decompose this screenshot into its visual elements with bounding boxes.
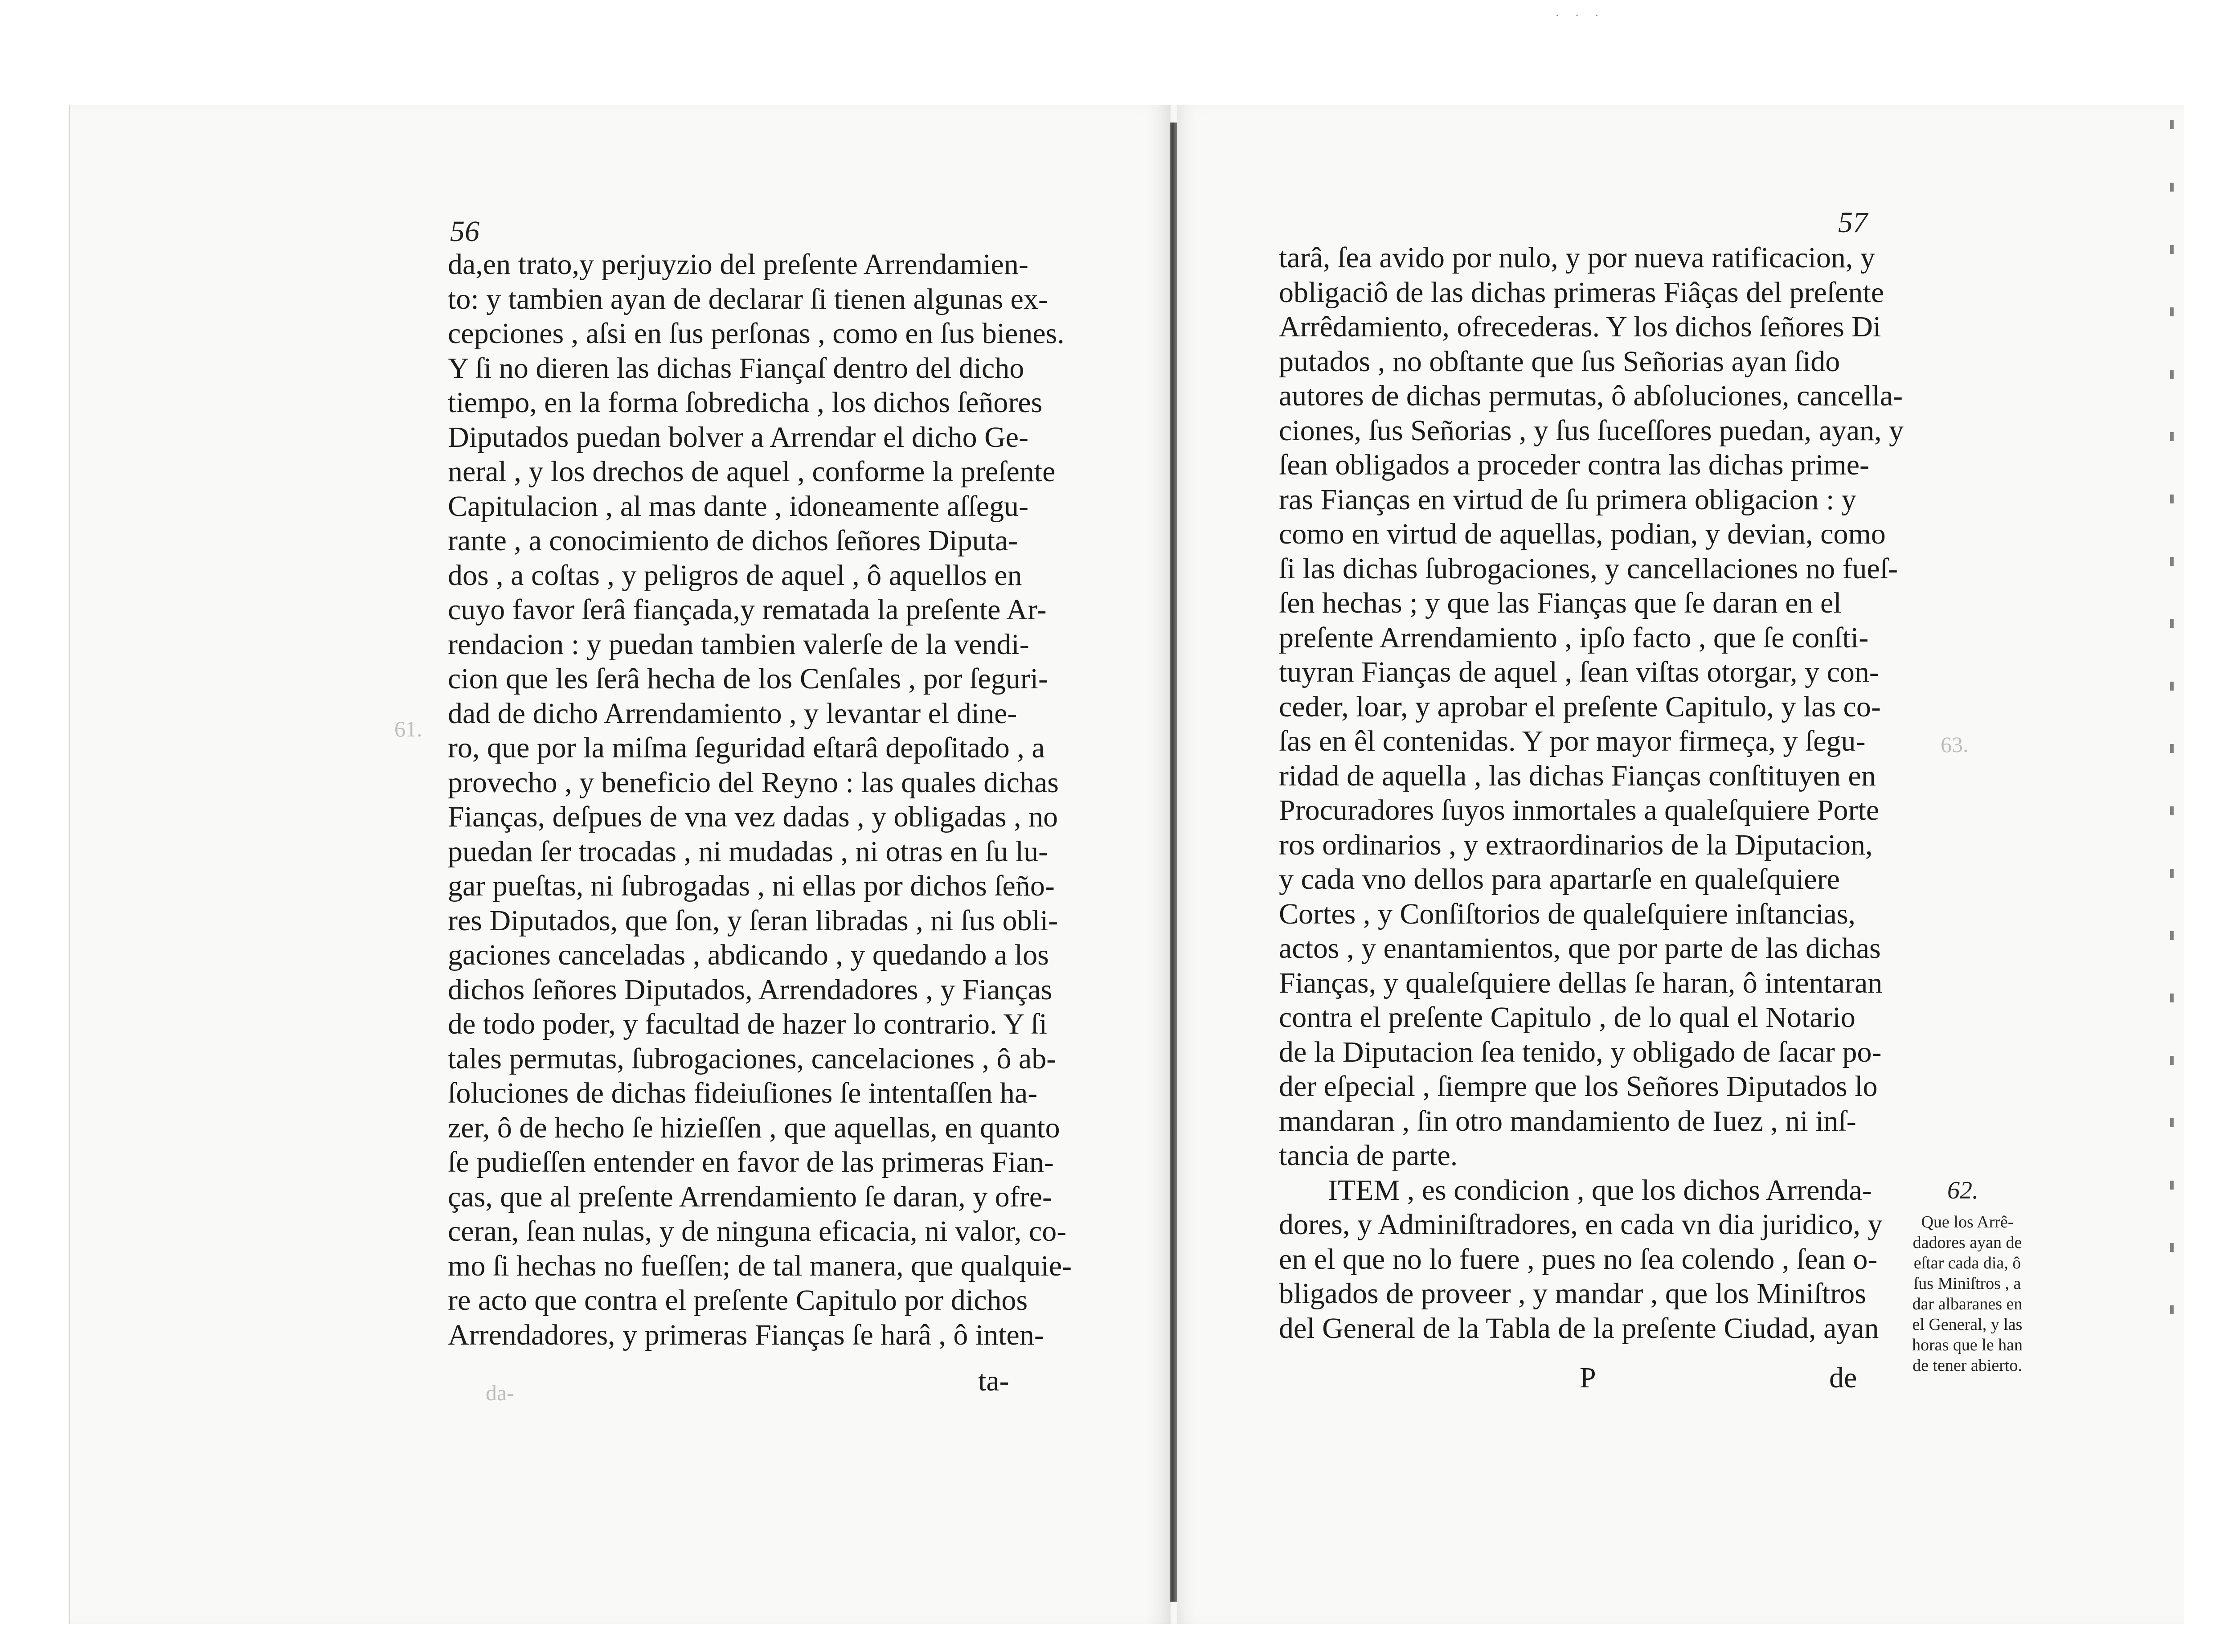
text-line: ſoluciones de dichas fideiuſiones ſe intentaſſen ha- [448,1077,1038,1109]
text-line: Y ſi no dieren las dichas Fiançaſ dentro del dicho [448,352,1024,384]
marginal-note-line: ſus Miniſtros , a [1913,1274,2021,1293]
text-line: mo ſi hechas no fueſſen; de tal manera, que qualquie- [448,1249,1072,1282]
text-line: del General de la Tabla de la preſente Ciudad, ayan [1279,1312,1879,1345]
text-line: mandaran , ſin otro mandamiento de Iuez , ni inſ- [1279,1104,1856,1137]
text-line: puedan ſer trocadas , ni mudadas , ni otras en ſu lu- [448,835,1048,868]
text-line: tarâ, ſea avido por nulo, y por nueva ratificacion, y [1279,241,1875,274]
text-line: ceder, loar, y aprobar el preſente Capitulo, y las co- [1279,690,1881,723]
marginal-note-line: dadores ayan de [1913,1233,2022,1252]
text-line: ro, que por la miſma ſeguridad eſtarâ depoſitado , a [448,732,1045,764]
text-line: dos , a coſtas , y peligros de aquel , ô aquellos en [448,559,1022,592]
text-line: ceran, ſean nulas, y de ninguna eficacia, ni valor, co- [448,1215,1067,1247]
text-line: y cada vno dellos para apartarſe en qualeſquiere [1279,863,1840,896]
marginal-note-line: de tener abierto. [1913,1356,2022,1375]
marginal-note [1894,1212,2041,1376]
bleed-through-number-left: 61. [394,716,422,741]
text-line: ças, que al preſente Arrendamiento ſe daran, y ofre- [448,1180,1053,1213]
page-edge-marks [2170,120,2174,1359]
text-line: de la Diputacion ſea tenido, y obligado de ſacar po- [1279,1035,1882,1068]
text-line: res Diputados, que ſon, y ſeran libradas , ni ſus obli- [448,904,1058,937]
bleed-through-number-right: 63. [1941,732,1969,757]
text-line: dichos ſeñores Diputados, Arrendadores , y Fianças [448,973,1053,1006]
text-line: Fianças, y qualeſquiere dellas ſe haran, ô intentaran [1279,966,1883,999]
text-line: Capitulacion , al mas dante , idoneamente aſſegu- [448,490,1029,523]
text-line: Fianças, deſpues de vna vez dadas , y obligadas , no [448,801,1058,833]
text-line: rante , a conocimiento de dichos ſeñores Diputa- [448,524,1018,557]
left-page-text [448,247,1072,1352]
marginal-note-line: Que los Arrê- [1921,1213,2014,1231]
text-line: Procuradores ſuyos inmortales a qualeſquiere Porte [1279,794,1880,826]
text-line: obligaciô de las dichas primeras Fiâças del preſente [1279,276,1884,309]
text-line: neral , y los drechos de aquel , conforme la preſente [448,455,1056,488]
text-line: cion que les ſerâ hecha de los Cenſales , por ſeguri- [448,662,1048,695]
text-line: gar pueſtas, ni ſubrogadas , ni ellas por dichos ſeño- [448,870,1055,902]
catchword-right: de [1829,1362,1857,1394]
text-line: Arrendadores, y primeras Fianças ſe harâ , ô inten- [448,1318,1044,1351]
text-line: Arrêdamiento, ofrecederas. Y los dichos ſeñores Di [1279,311,1881,343]
text-line: Cortes , y Conſiſtorios de qualeſquiere inſtancias, [1279,897,1856,930]
text-line: cuyo favor ſerâ fiançada,y rematada la preſente Ar- [448,593,1047,626]
text-line: de todo poder, y facultad de hazer lo contrario. Y ſi [448,1008,1047,1040]
text-line: bligados de proveer , y mandar , que los Miniſtros [1279,1277,1866,1310]
text-line: ridad de aquella , las dichas Fianças conſtituyen en [1279,759,1876,792]
marginal-note-line: eſtar cada dia, ô [1913,1254,2021,1272]
marginal-note-line: el General, y las [1912,1315,2023,1334]
text-line: tales permutas, ſubrogaciones, cancelaciones , ô ab- [448,1042,1057,1075]
text-line: contra el preſente Capitulo , de lo qual el Notario [1279,1001,1855,1034]
text-line: ſe pudieſſen entender en favor de las primeras Fian- [448,1146,1054,1178]
text-line: ros ordinarios , y extraordinarios de la Diputacion, [1279,828,1873,861]
right-page-text [1279,241,1904,1345]
text-line: gaciones canceladas , abdicando , y quedando a los [448,939,1049,971]
text-line: tancia de parte. [1279,1139,1458,1172]
text-line: dad de dicho Arrendamiento , y levantar el dine- [448,697,1017,730]
text-line: tuyran Fianças de aquel , ſean viſtas otorgar, y con- [1279,656,1879,688]
text-line: da,en trato,y perjuyzio del preſente Arrendamien- [448,248,1028,281]
text-line: preſente Arrendamiento , ipſo facto , que ſe conſti- [1279,621,1869,654]
text-line: ſi las dichas ſubrogaciones, y cancellaciones no fueſ- [1279,552,1898,585]
dust-specks: · · · [1555,9,1605,23]
text-line: cepciones , aſsi en ſus perſonas , como en ſus bienes. [448,317,1065,350]
text-line: zer, ô de hecho ſe hizieſſen , que aquellas, en quanto [448,1111,1060,1144]
text-line: ſas en êl contenidas. Y por mayor firmeça, y ſegu- [1279,725,1866,757]
marginal-note-line: dar albaranes en [1912,1295,2023,1313]
text-line: actos , y enantamientos, que por parte de las dichas [1279,932,1881,965]
text-line: Diputados puedan bolver a Arrendar el dicho Ge- [448,421,1029,454]
text-line: ſen hechas ; y que las Fianças que ſe daran en el [1279,587,1842,619]
book-gutter [1170,123,1177,1602]
bleed-through-catchword: da- [486,1380,514,1405]
text-line: dores, y Adminiſtradores, en cada vn dia juridico, y [1279,1208,1883,1241]
marginal-number: 62. [1947,1177,1978,1204]
signature-mark: P [1580,1362,1596,1394]
text-line: provecho , y beneficio del Reyno : las quales dichas [448,766,1059,799]
marginal-note-line: horas que le han [1912,1336,2023,1354]
text-line: ras Fianças en virtud de ſu primera obligacion : y [1279,483,1856,516]
catchword-left: ta- [978,1365,1009,1397]
text-line: como en virtud de aquellas, podian, y devian, como [1279,518,1886,550]
text-line: re acto que contra el preſente Capitulo por dichos [448,1284,1028,1317]
text-line: rendacion : y puedan tambien valerſe de la vendi- [448,628,1029,661]
text-line: ITEM , es condicion , que los dichos Arrenda- [1328,1174,1872,1206]
page-number-right: 57 [1838,206,1868,239]
text-line: tiempo, en la forma ſobredicha , los dichos ſeñores [448,386,1043,419]
text-line: to: y tambien ayan de declarar ſi tienen algunas ex- [448,282,1048,315]
text-line: en el que no lo fuere , pues no ſea colendo , ſean o- [1279,1243,1878,1276]
text-line: ciones, ſus Señorias , y ſus ſuceſſores puedan, ayan, y [1279,414,1904,447]
text-line: ſean obligados a proceder contra las dichas prime- [1279,449,1869,481]
page-number-left: 56 [450,215,479,248]
text-line: der eſpecial , ſiempre que los Señores Diputados lo [1279,1070,1878,1103]
text-line: putados , no obſtante que ſus Señorias ayan ſido [1279,345,1840,378]
text-line: autores de dichas permutas, ô abſoluciones, cancella- [1279,380,1903,412]
